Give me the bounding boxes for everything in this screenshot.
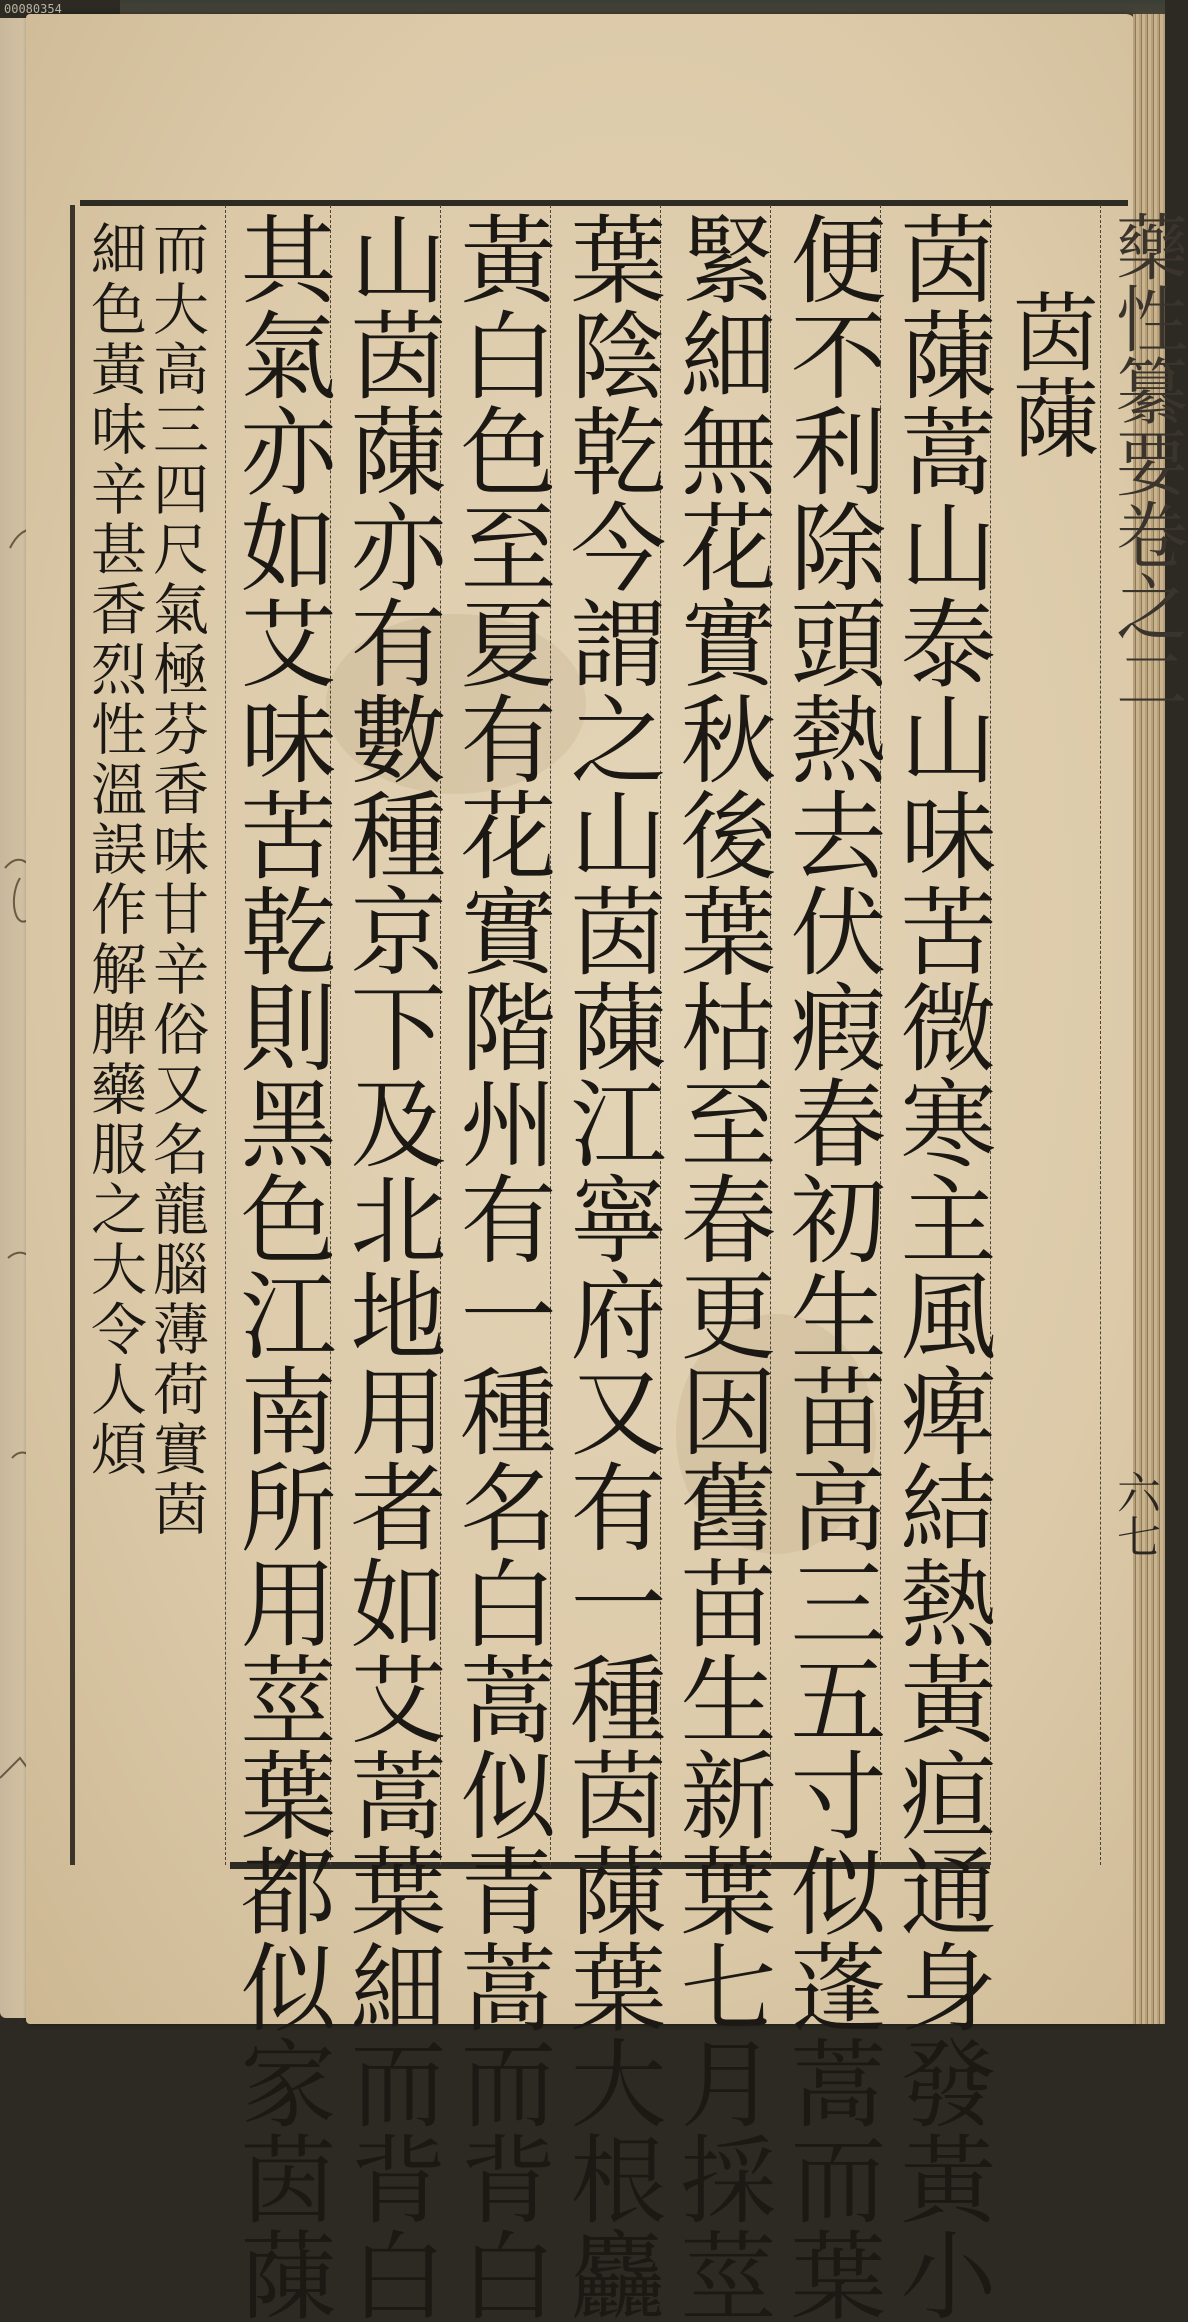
note-column-1: 而大高三四尺氣極芬香味甘辛俗又名龍腦薄荷實茵 — [144, 220, 209, 1540]
text-column-4: 葉陰乾今謂之山茵蔯江寧府又有一種茵蔯葉大根麤 — [555, 210, 667, 2322]
text-column-2: 便不利除頭熱去伏瘕春初生苗高三五寸似蓬蒿而葉 — [775, 210, 887, 2322]
header-margin-text: 藥性纂要卷之二 — [1104, 210, 1188, 714]
text-column-5: 黃白色至夏有花實階州有一種名白蒿似青蒿而背白 — [445, 210, 557, 2322]
text-column-3: 緊細無花實秋後葉枯至春更因舊苗生新葉七月採莖 — [665, 210, 777, 2322]
column-rule — [70, 205, 75, 1865]
text-column-7: 其氣亦如艾味苦乾則黑色江南所用莖葉都似家茵蔯 — [225, 210, 337, 2322]
text-column-1: 茵蔯蒿山泰山味苦微寒主風痺結熱黃疸通身發黃小 — [885, 210, 997, 2322]
scan-id-label: 00080354 — [4, 2, 62, 16]
page-number: 六七 — [1109, 1470, 1160, 1558]
column-rule — [1100, 205, 1101, 1865]
note-column-2: 細色黃味辛甚香烈性溫誤作解脾藥服之大令人煩 — [82, 220, 147, 1480]
text-column-6: 山茵蔯亦有數種京下及北地用者如艾蒿葉細而背白 — [335, 210, 447, 2322]
entry-title: 茵蔯 — [998, 288, 1098, 460]
